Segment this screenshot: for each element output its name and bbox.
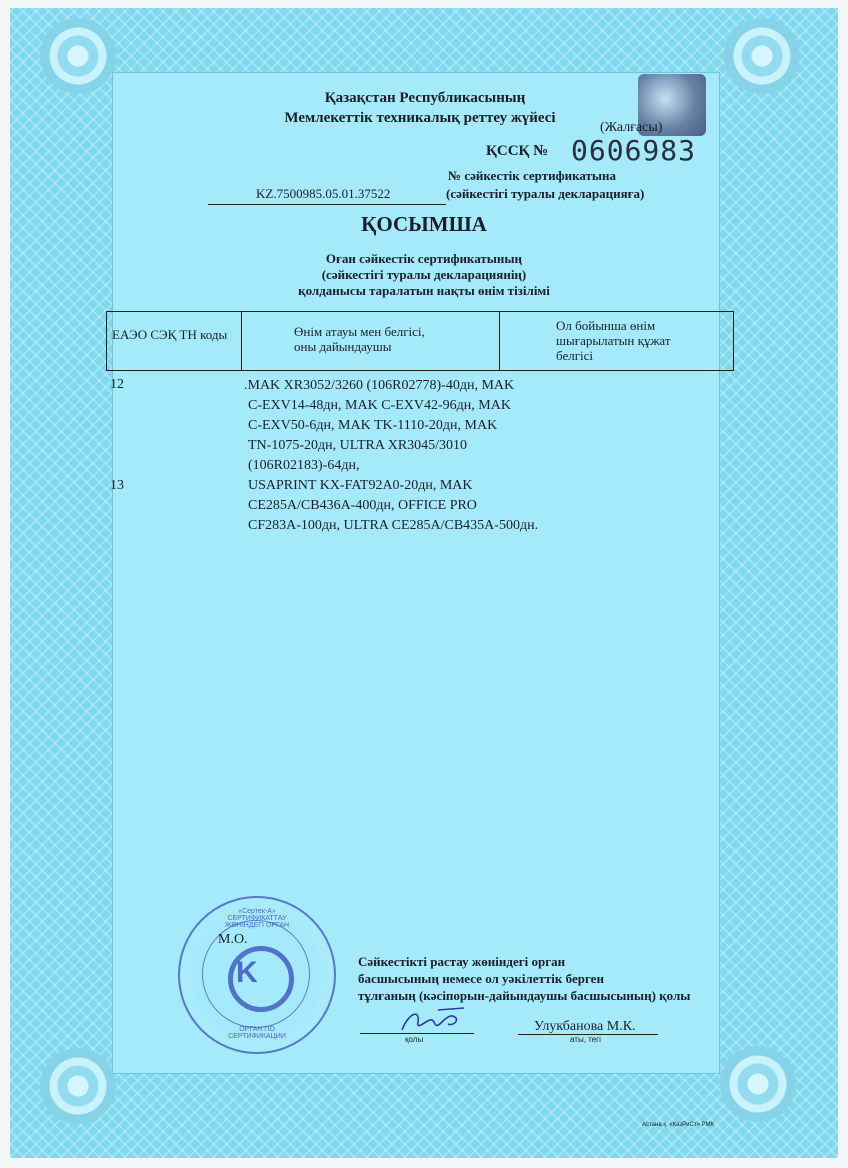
signatory-name: Улукбанова М.К. [534, 1019, 636, 1034]
subtitle-line1: Оған сәйкестік сертификатының [325, 251, 523, 266]
col-header-doc-line2: шығарылатын құжат [556, 333, 671, 348]
col-header-code: ЕАЭО СЭҚ ТН коды [112, 327, 228, 342]
row-product-line: (106R02183)-64дн, [248, 458, 360, 473]
row-code: 13 [110, 478, 124, 493]
authority-line1: Сәйкестікті растау жөніндегі орган [358, 954, 566, 969]
corner-rosette-top-right [724, 18, 800, 94]
cert-ref-line2: (сәйкестігі туралы декларацияға) [446, 186, 645, 201]
header-line1: Қазақстан Республикасының [324, 90, 526, 106]
corner-rosette-bottom-left [40, 1048, 116, 1124]
cert-number: KZ.7500985.05.01.37522 [256, 186, 391, 201]
corner-rosette-bottom-right [720, 1046, 796, 1122]
stamp-logo-letter: K [236, 956, 258, 989]
cert-ref-line1: № сәйкестік сертификатына [448, 168, 617, 183]
corner-rosette-top-left [40, 18, 116, 94]
subtitle-line3: қолданысы таралатын нақты өнім тізілімі [298, 283, 550, 298]
row-product-line: C-EXV14-48дн, MAK C-EXV42-96дн, MAK [248, 398, 511, 413]
row-product-line: C-EXV50-6дн, MAK TK-1110-20дн, MAK [248, 418, 498, 433]
subtitle-line2: (сәйкестігі туралы декларациянің) [321, 267, 527, 282]
authority-line2: басшысының немесе ол уәкілеттік берген [358, 971, 604, 986]
mo-label: М.О. [218, 932, 248, 947]
col-header-product-line1: Өнім атауы мен белгісі, [294, 324, 425, 339]
continuation-label: (Жалғасы) [600, 120, 663, 135]
row-product-line: .MAK XR3052/3260 (106R02778)-40дн, MAK [244, 378, 515, 393]
stamp-top-text: «Сертек-А» СЕРТИФИКАТТАУ ЖӨНІНДЕГІ ОРГАН [224, 908, 290, 929]
cert-number-underline [208, 204, 446, 205]
header-line2: Мемлекеттік техникалық реттеу жүйесі [284, 110, 556, 126]
col-header-doc-line1: Ол бойынша өнім [556, 318, 656, 333]
row-product-line: CE285A/CB436A-400дн, OFFICE PRO [248, 498, 477, 513]
official-stamp [178, 896, 336, 1054]
signature-caption: қолы [405, 1035, 424, 1044]
table-divider-1 [241, 312, 242, 370]
table-divider-2 [499, 312, 500, 370]
row-product-line: CF283A-100дн, ULTRA CE285A/CB435A-500дн. [248, 518, 539, 533]
printer-imprint: Астана қ. «КазРиСт» РМК [642, 1122, 715, 1128]
authority-line3: тұлғаның (кәсіпорын-дайындаушы басшысының) қолы [358, 988, 691, 1003]
kssk-label: ҚССҚ № [486, 143, 549, 159]
row-product-line: TN-1075-20дн, ULTRA XR3045/3010 [248, 438, 468, 453]
row-product-line: USAPRINT KX-FAT92A0-20дн, MAK [248, 478, 473, 493]
col-header-product-line2: оны дайындаушы [294, 339, 392, 354]
row-code: 12 [110, 377, 124, 392]
signature-line [360, 1033, 474, 1034]
serial-number: 0606983 [571, 134, 697, 167]
page-title: ҚОСЫМША [361, 212, 487, 236]
col-header-doc-line3: белгісі [556, 348, 594, 363]
name-caption: аты, тегі [570, 1035, 601, 1044]
stamp-bottom-text: ОРГАН ПО СЕРТИФИКАЦИИ [228, 1026, 286, 1040]
